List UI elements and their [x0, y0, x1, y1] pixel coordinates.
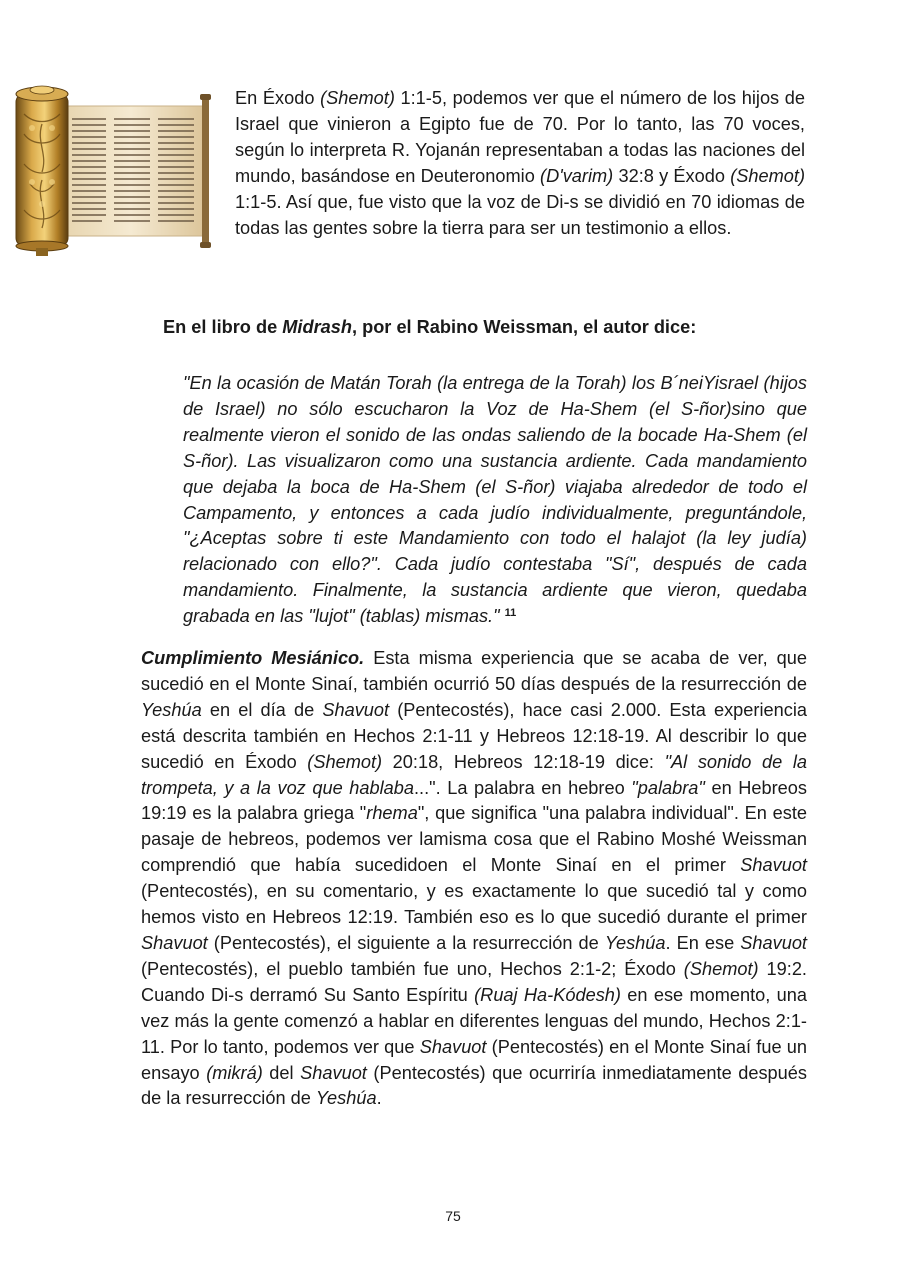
section-lead: Cumplimiento Mesiánico.	[141, 648, 365, 668]
quote-text: "En la ocasión de Matán Torah (la entrega de la Torah) los B´neiYisrael (hijos de Israel) no sólo escucharon la Voz de Ha-Shem (el S-ñor)sino que realmente vieron el sonido de las ondas saliendo de la bocade Ha-Shem (el S-ñor). Las visualizaron como una sustancia ardiente. Cada mandamiento que dejaba la boca de Ha-Shem (el S-ñor) viajaba alrededor de todo el Campamento, y entonces a cada judío individualmente, preguntándole, "¿Aceptas sobre ti este Mandamiento con todo el halajot (la ley judía) relacionado con ello?". Cada judío contestaba "Sí", después de cada mandamiento. Finalmente, la sustancia ardiente que vieron, quedaba grabada en las "lujot" (tablas) mismas."	[183, 373, 807, 627]
page-number: 75	[445, 1208, 461, 1224]
midrash-heading: En el libro de Midrash, por el Rabino Weissman, el autor dice:	[163, 317, 697, 337]
torah-scroll-icon	[10, 84, 215, 259]
footnote-marker: 11	[504, 607, 517, 620]
messianic-fulfillment-paragraph: Cumplimiento Mesiánico. Esta misma experiencia que se acaba de ver, que sucedió en el Monte Sinaí, también ocurrió 50 días después de la resurrección de Yeshúa en el día de Shavuot (Pentecostés), hace casi 2.000. Esta experiencia está descrita también en Hechos 2:1-11 y Hebreos 12:18-19. Al describir lo que sucedió en Éxodo (Shemot) 20:18, Hebreos 12:18-19 dice: "Al sonido de la trompeta, y a la voz que hablaba...". La palabra en hebreo "palabra" en Hebreos 19:19 es la palabra griega "rhema", que significa "una palabra individual". En este pasaje de hebreos, podemos ver lamisma cosa que el Rabino Moshé Weissman comprendió que había sucedidoen el Monte Sinaí en el primer Shavuot (Pentecostés), en su comentario, y es exactamente lo que sucedió tal y como hemos visto en Hebreos 12:19. También eso es lo que sucedió durante el primer Shavuot (Pentecostés), el siguiente a la resurrección de Yeshúa. En ese Shavuot (Pentecostés), el pueblo también fue uno, Hechos 2:1-2; Éxodo (Shemot) 19:2. Cuando Di-s derramó Su Santo Espíritu (Ruaj Ha-Kódesh) en ese momento, una vez más la gente comenzó a hablar en diferentes lenguas del mundo, Hechos 2:1-11. Por lo tanto, podemos ver que Shavuot (Pentecostés) en el Monte Sinaí fue un ensayo (mikrá) del Shavuot (Pentecostés) que ocurriría inmediatamente después de la resurrección de Yeshúa.	[141, 648, 808, 1109]
midrash-quote	[183, 371, 807, 630]
intro-paragraph: En Éxodo (Shemot) 1:1-5, podemos ver que el número de los hijos de Israel que vinieron a Egipto fue de 70. Por lo tanto, las 70 voces, según lo interpreta R. Yojanán representaban a todas las naciones del mundo, basándose en Deuteronomio (D'varim) 32:8 y Éxodo (Shemot) 1:1-5. Así que, fue visto que la voz de Di-s se dividió en 70 idiomas de todas las gentes sobre la tierra para ser un testimonio a ellos.	[235, 88, 806, 238]
